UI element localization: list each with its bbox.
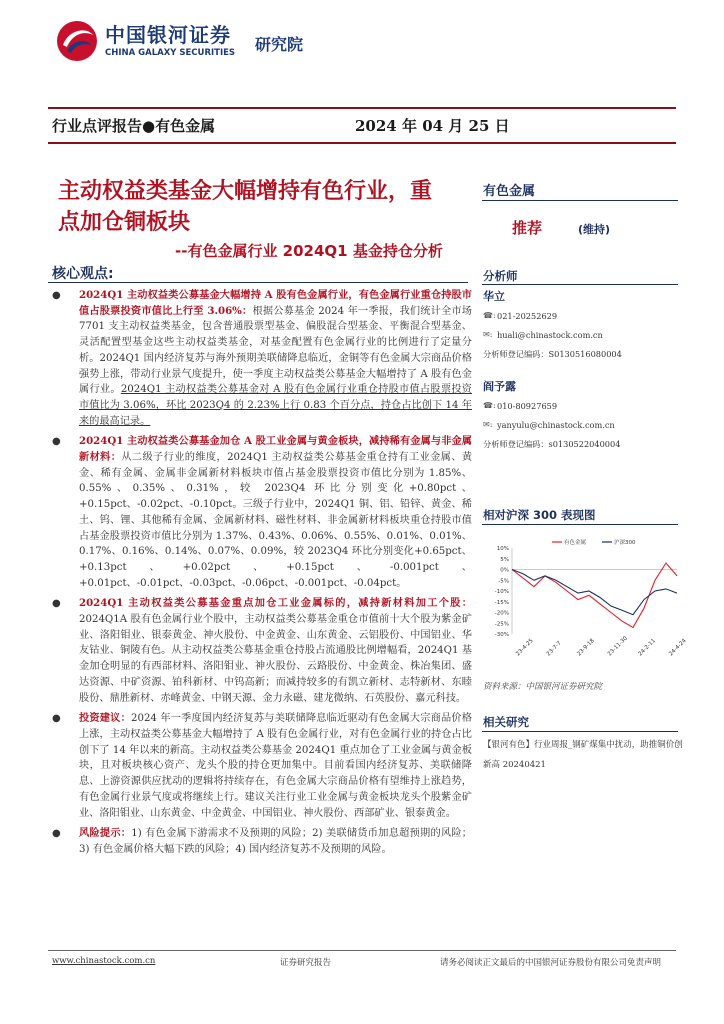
company-logo (55, 16, 235, 66)
core-bullet (52, 288, 472, 429)
analyst-email[interactable]: huali@chinastock.com.cn (497, 330, 603, 340)
bullet-dot-icon: ● (52, 713, 61, 725)
analyst-heading: 分析师 (483, 269, 518, 283)
analyst-phone-row (483, 309, 683, 323)
y-tick-label: 5% (500, 556, 509, 563)
related-research-link[interactable]: 【银河有色】行业周报_钢矿煤集中扰动，助推铜价创新高 20240421 (483, 740, 683, 770)
bullet-text: 2024 年一季度国内经济复苏与美联储降息临近驱动有色金属大宗商品价格上涨，主动权益类公募基金大幅增持了 A 股有色金属行业，对有色金属行业的持仓占比创下了 14 年以来的新高。主动权益类公募基金 2024Q1 重点加仓了工业金属与黄金板块，且对板块核心资产、龙头个股的持仓更加集中。目前看国内经济复苏、美联储降息、上游资源供应扰动的逻辑将持续存在，有色金属大宗商品价格有望维持上涨趋势，有色金属行业景气度或将继续上行。建议关注行业工业金属与黄金板块龙头个股紫金矿业、洛阳钼业、山东黄金、中金黄金、中国铝业、神火股份、西部矿业、银泰黄金。 (79, 713, 472, 819)
analyst-name: 阎予露 (483, 380, 516, 393)
legend-label: 有色金属 (564, 540, 587, 546)
report-title: 主动权益类基金大幅增持有色行业，重点加仓铜板块 (58, 179, 433, 235)
analyst-rule (482, 284, 678, 285)
core-bullet (52, 711, 472, 821)
bullet-text: 2024Q1A 股有色金属行业个股中，主动权益类公募基金重仓市值前十大个股为紫金矿业、洛阳钼业、银泰黄金、神火股份、中金黄金、山东黄金、云铝股份、中国铝业、华友钴业、铜陵有色。从主动权益类公募基金重仓持股占流通股比例增幅看，2024Q1 基金加仓明显的有西部材料、洛阳钼业、神火股份、云路股份、中金黄金、株冶集团、盛达资源、中矿资源、铂科新材、中钨高新；而减持较多的有凯立新材、志特新材、东睦股份、鼎胜新材、赤峰黄金、中钢天源、金力永磁、建龙微纳、石英股份、嘉元科技。 (79, 614, 472, 704)
bullet-dot-icon: ● (52, 290, 61, 301)
y-tick-label: -5% (498, 578, 509, 585)
institute-label: 研究院 (255, 35, 304, 54)
bullet-text: 从二级子行业的维度，2024Q1 主动权益类公募基金重仓持有工业金属、黄金、稀有金属、金属非金属新材料板块市值占基金股票投资市值比分别为 1.85%、0.55%、0.35%、0.31%，较 2023Q4 环比分别变化+0.80pct、+0.15pct、-0.02pct、-0.10pct。三级子行业中，2024Q1 铜、铝、铅锌、黄金、稀土、钨、锂、其他稀有金属、金属新材料、磁性材料、非金属新材料板块重仓持股市值占基金股票投资市值比分别为 1.37%、0.43%、0.06%、0.55%、0.01%、0.01%、0.17%、0.16%、0.14%、0.07%、0.09%，较 2023Q4 环比分别变化+0.65pct、+0.13pct、+0.02pct、+0.15pct、-0.001pct、+0.01pct、-0.01pct、-0.03pct、-0.06pct、-0.001pct、-0.04pct。 (79, 452, 473, 589)
series-line-0 (512, 563, 677, 628)
analyst-card (483, 378, 683, 451)
y-tick-label: 10% (496, 546, 509, 552)
relative-performance-chart (482, 530, 688, 665)
x-tick-label: 23-4-25 (515, 637, 535, 658)
core-views-heading: 核心观点: (52, 266, 114, 282)
footer-center: 证券研究报告 (280, 958, 332, 968)
analyst-cert: 分析师登记编码：S0130516080004 (483, 349, 622, 359)
bullet-underlined: 2024Q1 主动权益类公募基金对 A 股有色金属行业重仓持股市值占股票投资市值比为 3.06%，环比 2023Q4 的 2.23%上行 0.83 个百分点，持仓占比创下 14 年来的最高记录。 (79, 384, 472, 427)
analyst-email-row (483, 328, 683, 342)
chart-heading: 相对沪深 300 表现图 (483, 508, 596, 522)
analyst-phone: 021-20252629 (497, 311, 558, 321)
chart-source: 资料来源：中国银河证券研究院 (483, 682, 603, 692)
y-tick-label: -30% (494, 632, 509, 638)
bullet-lead: 2024Q1 主动权益类公募基金重点加仓工业金属标的，减持新材料加工个股： (79, 597, 472, 610)
y-tick-label: -15% (494, 599, 509, 606)
y-tick-label: -10% (494, 589, 509, 595)
core-bullet (52, 434, 472, 591)
y-tick-label: -20% (494, 610, 509, 617)
header-rule-bottom (48, 142, 676, 144)
rating-note: (维持) (578, 223, 611, 236)
logo-en-text: CHINA GALAXY SECURITIES (105, 48, 236, 58)
rating-label: 推荐 (512, 219, 543, 237)
bullet-dot-icon: ● (52, 828, 61, 840)
report-date: 2024 年 04 月 25 日 (355, 117, 510, 135)
core-bullet (52, 596, 472, 706)
x-tick-label: 23-11-30 (606, 635, 629, 658)
analyst-email[interactable]: yanyulu@chinastock.com.cn (497, 420, 615, 430)
footer-disclaimer: 请务必阅读正文最后的中国银河证券股份有限公司免责声明 (440, 958, 662, 968)
series-line-1 (512, 570, 677, 615)
analyst-cert: 分析师登记编码：s0130522040004 (483, 439, 621, 449)
email-icon: ✉: (483, 330, 493, 339)
header-rule-top (48, 107, 676, 109)
bullet-text: 1) 有色金属下游需求不及预期的风险；2) 美联储货币加息超预期的风险；3) 有色金属价格大幅下跌的风险；4) 国内经济复苏不及预期的风险。 (79, 828, 472, 855)
galaxy-logo-icon (55, 19, 99, 63)
report-type: 行业点评报告●有色金属 (52, 117, 216, 135)
y-tick-label: -25% (494, 621, 509, 628)
bullet-lead: 2024Q1 主动权益类公募基金大幅增持 A 股有色金属行业，有色金属行业重仓持股市值占股票投资市值比上行至 3.06%： (79, 289, 472, 317)
y-tick-label: 0% (500, 567, 509, 574)
sector-label: 有色金属 (483, 184, 536, 199)
analyst-email-row (483, 418, 683, 432)
x-tick-label: 23-7-7 (545, 640, 563, 658)
core-views-list (52, 288, 472, 863)
phone-icon: ☎: (483, 311, 496, 320)
core-bullet (52, 826, 472, 857)
analyst-phone-row (483, 399, 683, 413)
analyst-name: 华立 (483, 290, 505, 303)
bullet-lead: 投资建议： (79, 712, 131, 725)
x-tick-label: 23-9-18 (576, 637, 596, 658)
analyst-phone: 010-80927659 (497, 401, 558, 411)
x-tick-label: 24-4-24 (668, 637, 688, 658)
bullet-text: 根据公募基金 2024 年一季报，我们统计全市场 7701 支主动权益类基金，包含普通股票型基金、偏股混合型基金、平衡混合型基金、灵活配置型基金这些主动权益类基金，对基金配置有色金属行业的比例进行了定量分析。2024Q1 国内经济复苏与海外预期美联储降息临近，金铜等有色金属大宗商品价格强势上涨，带动行业景气度提升，使一季度主动权益类公募基金大幅增持了 A 股有色金属行业。 (79, 305, 472, 396)
bullet-lead: 2024Q1 主动权益类公募基金加仓 A 股工业金属与黄金板块，减持稀有金属与非金属新材料： (79, 435, 472, 464)
sector-rule (482, 200, 678, 201)
report-subtitle: --有色金属行业 2024Q1 基金持仓分析 (175, 242, 443, 260)
footer-rule (48, 950, 676, 951)
bullet-dot-icon: ● (52, 436, 61, 448)
logo-cn-text: 中国银河证券 (105, 23, 231, 47)
phone-icon: ☎: (483, 401, 496, 410)
related-heading: 相关研究 (483, 715, 529, 729)
analyst-card (483, 288, 683, 361)
email-icon: ✉: (483, 420, 493, 429)
footer-website[interactable]: www.chinastock.com.cn (52, 956, 156, 966)
chart-rule (482, 524, 678, 525)
legend-label: 沪深300 (614, 540, 636, 546)
x-tick-label: 24-2-11 (637, 637, 657, 658)
related-rule (482, 731, 678, 732)
core-views-rule (48, 282, 468, 283)
bullet-lead: 风险提示： (79, 827, 132, 840)
bullet-dot-icon: ● (52, 598, 61, 610)
